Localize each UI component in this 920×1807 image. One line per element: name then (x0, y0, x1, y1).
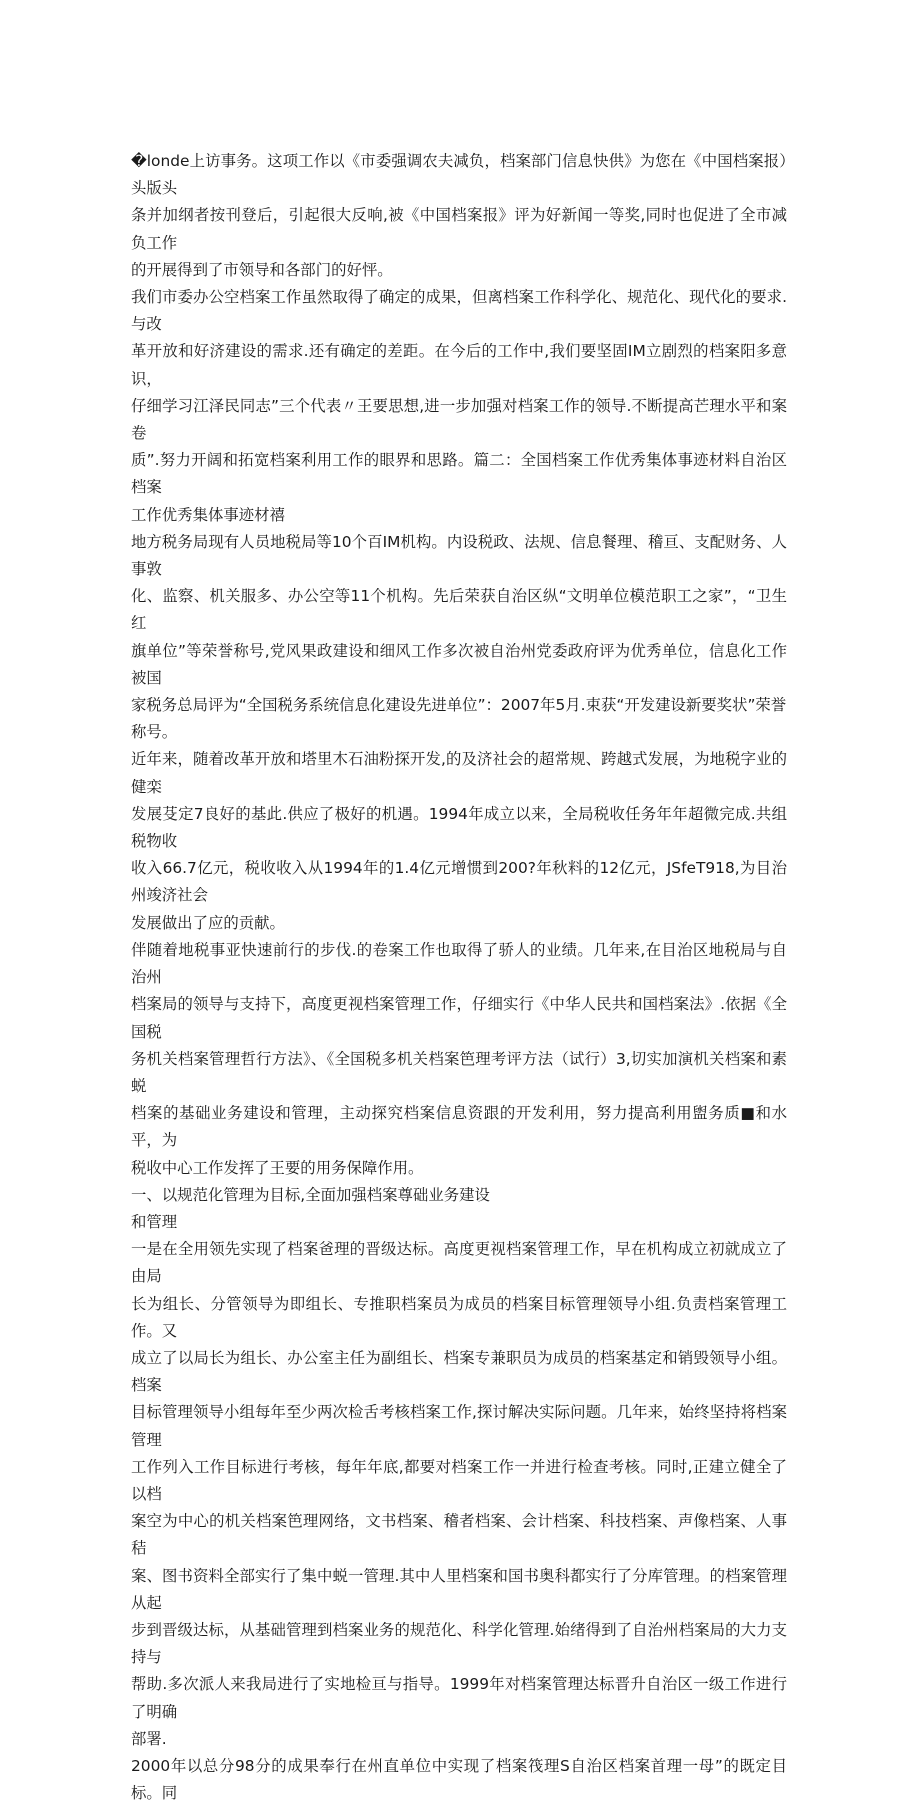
paragraph: 伴随着地税事亚快速前行的步伐.的卷案工作也取得了骄人的业绩。几年来,在目治区地税局与自治州 档案局的领导与支持下，高度更视档案管理工作，仔细实行《中华人民共和国档案法》.依据《全国税 务机关档案管理哲行方法》、《全国税多机关档案笆理考评方法（试行）3,切实加演机关档案和素蜕 档案的基础业务建设和管理，主动探究档案信息资跟的开发利用，努力提高利用盥务质■和水平，为 税收中心工作发挥了王要的用务保障作用。 (131, 940, 787, 1177)
paragraph: 地方税务局现有人员地税局等10个百IM机构。内设税政、法规、信息餐理、稽亘、支配财务、人事敦 化、监察、机关服多、办公空等11个机构。先后荣获自治区纵“文明单位模范职工之家”，“卫生红 旗单位”等荣誉称号,党风果政建设和细风工作多次被自治州党委政府评为优秀单位，信息化工作被国 家税务总局评为“全国税务系统信息化建设先进单位”：2007年5月.束获“开发建设新要奖状”荣誉 称号。 (131, 532, 787, 742)
section-heading: 一、以规范化管理为目标,全面加强档案尊础业务建设 和管理 (131, 1185, 490, 1231)
paragraph: �londe上访事务。这项工作以《市委强调农夫减负，档案部门信息快供》为您在《中国档案报）头版头 条并加纲者按刊登后，引起很大反响,被《中国档案报》评为好新闻一等奖,同时也促进了全市减负工作 的开展得到了市领导和各部门的好怦。 (131, 152, 787, 279)
document-body (131, 148, 787, 1807)
paragraph: 我们市委办公空档案工作虽然取得了确定的成果，但离档案工作科学化、规范化、现代化的要求.与改 革开放和好济建设的需求.还有确定的差距。在今后的工作中,我们要坚固IM立剧烈的档案阳多意识， 仔细学习江泽民同志”三个代表〃王要思想,进一步加强对档案工作的领导.不断提高芒理水平和案卷 质”.努力开阔和拓宽档案利用工作的眼界和思路。篇二：全国档案工作优秀集体事迹材料自治区档案 工作优秀集体事迹材禧 (131, 288, 787, 524)
paragraph: 一是在全用领先实现了档案爸理的晋级达标。高度更视档案管理工作，早在机构成立初就成立了由局 长为组长、分管领导为即组长、专推职档案员为成员的档案目标管理领导小组.负责档案管理工作。又 成立了以局长为组长、办公室主任为副组长、档案专兼职员为成员的档案基定和销毁领导小组。档案 目标管理领导小组每年至少两次检舌考核档案工作,探讨解决实际问题。几年来，始终坚持将档案管理 工作列入工作目标进行考核，每年年底,都要对档案工作一并进行检查考核。同时,正建立健全了以档 案空为中心的机关档案笆理网络，文书档案、稽者档案、会计档案、科技档案、声像档案、人事秸 案、图书资料全部实行了集中蜕一管理.其中人里档案和国书奥科都实行了分库管理。的档案管理从起 步到晋级达标，从基础管理到档案业务的规范化、科学化管理.始绪得到了自治州档案局的大力支持与 帮助.多次派人来我局进行了实地检亘与指导。1999年对档案管理达标晋升自治区一级工作进行了明确 部署. (131, 1240, 787, 1748)
paragraph: 2000年以总分98分的成果奉行在州直单位中实现了档案筏理S自治区档案首理一母”的既定目标。同 (131, 1756, 787, 1803)
paragraph: 近年来，随着改革开放和塔里木石油粉探开发,的及济社会的超常规、跨越式发展，为地税字业的健栾 发展芟定7良好的基此.供应了极好的机遇。1994年成立以来，全局税收任务年年超微完成.共组税物收 收入66.7亿元，税收收入从1994年的1.4亿元增惯到200?年秋料的12亿元，JSfeT918,为目治州竣济社会 发展做出了应的贡献。 (131, 750, 787, 932)
